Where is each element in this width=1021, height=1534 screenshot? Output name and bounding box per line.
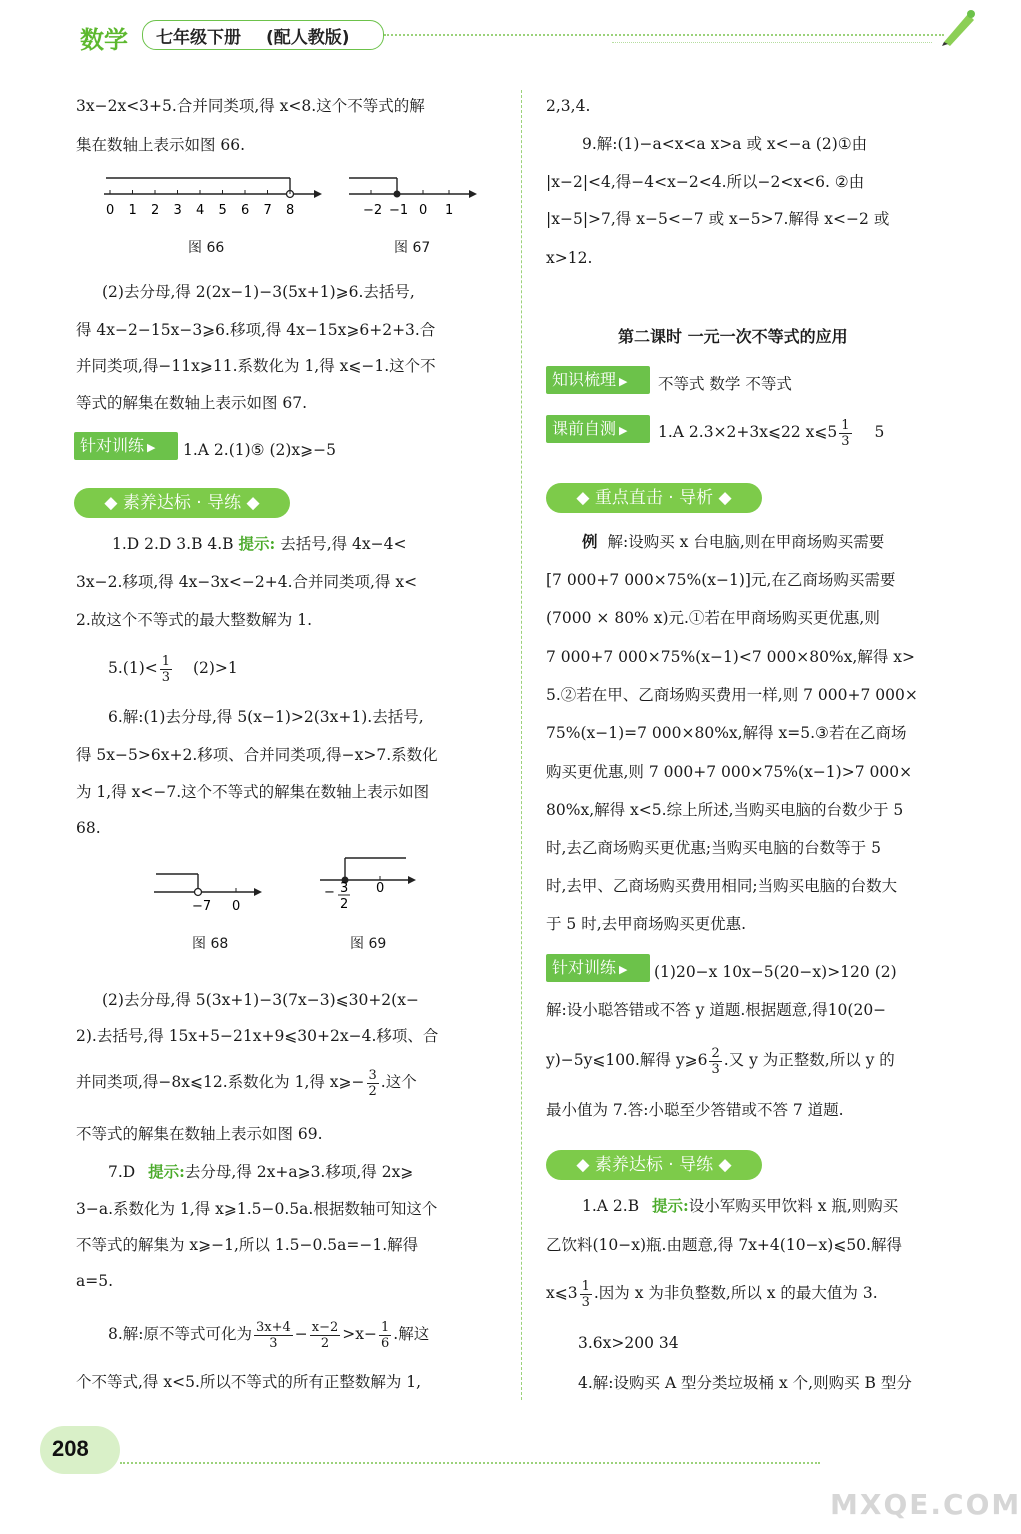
tag-pretest: 课前自测 ▶ <box>546 415 650 443</box>
page-number: 208 <box>52 1436 89 1461</box>
fraction: $\frac{3}{2}$ <box>368 1067 377 1099</box>
subject-title: 数学 <box>80 26 128 54</box>
text-line <box>76 1064 417 1100</box>
text-line: 5.②若在甲、乙商场购买费用一样,则 7 000+7 000× <box>546 686 918 704</box>
text-segment: .解这 <box>393 1325 430 1343</box>
fraction: $\frac{3x+4}{3}$ <box>256 1319 291 1351</box>
tick-label: 5 <box>218 203 227 218</box>
tick-label: 0 <box>106 203 115 218</box>
text-line: 4.解:设购买 A 型分类垃圾桶 x 个,则购买 B 型分 <box>578 1374 912 1392</box>
answers-1-4: 1.D 2.D 3.B 4.B <box>112 535 234 553</box>
text-line: 3x−2x<3+5.合并同类项,得 x<8.这个不等式的解 <box>76 97 425 115</box>
tick-label: 1 <box>445 203 454 218</box>
tick-label: 1 <box>128 203 137 218</box>
text-line: 时,去甲、乙商场购买费用相同;当购买电脑的台数大 <box>546 877 898 895</box>
tag-practice: 针对训练 ▶ <box>74 432 178 460</box>
text-line: 80%x,解得 x<5.综上所述,当购买电脑的台数少于 5 <box>546 801 904 819</box>
tip-text: 设小军购买甲饮料 x 瓶,则购买 <box>688 1197 899 1215</box>
tag-knowledge: 知识梳理 ▶ <box>546 366 650 394</box>
text-segment: .又 y 为正整数,所以 y 的 <box>723 1051 895 1069</box>
tick-label: 3 <box>173 203 182 218</box>
text-segment: 解:设购买 x 台电脑,则在甲商场购买需要 <box>607 533 885 551</box>
text-line: 个不等式,得 x<5.所以不等式的所有正整数解为 1, <box>76 1373 422 1391</box>
number-line-fig67 <box>345 168 485 220</box>
text-line: 7 000+7 000×75%(x−1)<7 000×80%x,解得 x> <box>546 648 915 666</box>
tip-label: 提示: <box>238 534 276 553</box>
text-line: |x−2|<4,得−4<x−2<4.所以−2<x<6. ②由 <box>546 173 865 191</box>
text-segment: 8.解:原不等式可化为 <box>108 1325 253 1343</box>
text-line: 解:设小聪答错或不答 y 道题.根据题意,得10(20− <box>546 1001 887 1019</box>
tick-label: 8 <box>286 203 295 218</box>
tick-label: −7 <box>192 899 212 914</box>
text-line: 2.故这个不等式的最大整数解为 1. <box>76 611 313 629</box>
text-line: a=5. <box>76 1272 114 1290</box>
grade-label: 七年级下册 <box>156 28 241 48</box>
fraction: $\frac{1}{3}$ <box>841 417 850 449</box>
q5 <box>108 650 238 686</box>
tick-label: 0 <box>232 899 241 914</box>
tick-label: −2 <box>363 203 383 218</box>
text-line: 2).去括号,得 15x+5−21x+9⩽30+2x−4.移项、合 <box>76 1027 439 1045</box>
text-line: [7 000+7 000×75%(x−1)]元,在乙商场购买需要 <box>546 571 896 589</box>
text-segment: 5 <box>874 423 885 441</box>
pretest-answers <box>658 414 884 450</box>
text-line: 集在数轴上表示如图 66. <box>76 136 246 154</box>
text-line: (1)20−x 10x−5(20−x)>120 (2) <box>654 963 897 981</box>
tip-text: 去分母,得 2x+a⩾3.移项,得 2x⩾ <box>184 1163 414 1181</box>
tick-label: 0 <box>376 881 385 896</box>
q5-part1: 5.(1)< <box>108 659 158 677</box>
watermark: MXQE.COM <box>830 1488 1021 1521</box>
text-line: 不等式的解集在数轴上表示如图 69. <box>76 1125 323 1143</box>
q5-part2: (2)>1 <box>192 659 238 677</box>
text-line <box>546 1275 878 1311</box>
fraction: $\frac{1}{3}$ <box>581 1278 590 1310</box>
text-line: 6.解:(1)去分母,得 5(x−1)>2(3x+1).去括号, <box>108 708 424 726</box>
tick-label: −1 <box>389 203 409 218</box>
text-segment: .这个 <box>380 1073 417 1091</box>
text-line: 不等式的解集为 x⩾−1,所以 1.5−0.5a=−1.解得 <box>76 1236 419 1254</box>
tick-label: 6 <box>241 203 250 218</box>
fraction: $\frac{x-2}{2}$ <box>311 1319 339 1351</box>
text-line: 购买更优惠,则 7 000+7 000×75%(x−1)>7 000× <box>546 763 913 781</box>
text-segment: >x− <box>342 1325 378 1343</box>
text-line: 2,3,4. <box>546 97 591 115</box>
fig68-caption: 图 68 <box>192 936 229 952</box>
tip-text: 去括号,得 4x−4< <box>280 535 407 553</box>
practice-answers: 1.A 2.(1)⑤ (2)x⩾−5 <box>183 441 337 459</box>
text-line: 最小值为 7.答:小聪至少答错或不答 7 道题. <box>546 1101 844 1119</box>
header-rule-2 <box>612 42 932 43</box>
text-line: 得 5x−5>6x+2.移项、合并同类项,得−x>7.系数化 <box>76 746 438 764</box>
q8 <box>108 1314 429 1354</box>
band-focus: ◆ 重点直击 · 导析 ◆ <box>546 483 762 513</box>
text-line: 68. <box>76 819 101 837</box>
text-segment: − <box>294 1325 308 1343</box>
text-line <box>582 532 884 552</box>
text-line: 3−a.系数化为 1,得 x⩾1.5−0.5a.根据数轴可知这个 <box>76 1200 438 1218</box>
text-line: 并同类项,得−11x⩾11.系数化为 1,得 x⩽−1.这个不 <box>76 357 436 375</box>
tick-label: 0 <box>419 203 428 218</box>
fig66-caption: 图 66 <box>188 240 225 256</box>
pen-icon <box>938 4 978 46</box>
answers: 1.A 2.B <box>582 1197 640 1215</box>
fig67-caption: 图 67 <box>394 240 431 256</box>
number-line-fig68 <box>150 862 270 914</box>
svg-text:−: − <box>324 885 335 900</box>
band-literacy: ◆ 素养达标 · 导练 ◆ <box>74 488 290 518</box>
text-line: (2)去分母,得 5(3x+1)−3(7x−3)⩽30+2(x− <box>102 991 419 1009</box>
example-label: 例 <box>582 532 598 551</box>
tip-label: 提示: <box>148 1162 185 1181</box>
tick-label: 2 <box>340 897 349 912</box>
fraction: $\frac{2}{3}$ <box>711 1045 720 1077</box>
text-line: |x−5|>7,得 x−5<−7 或 x−5>7.解得 x<−2 或 <box>546 210 890 228</box>
tip-label: 提示: <box>652 1196 689 1215</box>
text-line: 为 1,得 x<−7.这个不等式的解集在数轴上表示如图 <box>76 783 430 801</box>
section-title: 第二课时 一元一次不等式的应用 <box>618 327 848 346</box>
q7-answer: 7.D <box>108 1163 136 1181</box>
text-segment: y)−5y⩽100.解得 y⩾6 <box>546 1051 708 1069</box>
text-line: 75%(x−1)=7 000×80%x,解得 x=5.③若在乙商场 <box>546 724 907 742</box>
text-line: (7000 × 80% x)元.①若在甲商场购买更优惠,则 <box>546 609 880 627</box>
tick-label: 2 <box>151 203 160 218</box>
text-line: 时,去乙商场购买更优惠;当购买电脑的台数等于 5 <box>546 839 881 857</box>
text-line: 9.解:(1)−a<x<a x>a 或 x<−a (2)①由 <box>582 135 868 153</box>
text-line: 等式的解集在数轴上表示如图 67. <box>76 394 308 412</box>
text-line <box>112 534 406 554</box>
header-rule <box>384 34 944 36</box>
text-line: (2)去分母,得 2(2x−1)−3(5x+1)⩾6.去括号, <box>102 283 415 301</box>
fraction: $\frac{1}{3}$ <box>161 653 171 685</box>
text-segment: x⩽3 <box>546 1284 578 1302</box>
text-line: 于 5 时,去甲商场购买更优惠. <box>546 915 747 933</box>
text-segment: .因为 x 为非负整数,所以 x 的最大值为 3. <box>593 1284 878 1302</box>
number-line-fig69 <box>318 850 418 916</box>
text-line <box>582 1196 898 1216</box>
text-line <box>546 1042 895 1078</box>
text-line: 3x−2.移项,得 4x−3x<−2+4.合并同类项,得 x< <box>76 573 418 591</box>
tag-practice-2: 针对训练 ▶ <box>546 954 650 982</box>
tick-label: 4 <box>196 203 205 218</box>
tick-label: 3 <box>340 881 349 896</box>
text-line <box>108 1162 413 1182</box>
text-line: 得 4x−2−15x−3⩾6.移项,得 4x−15x⩾6+2+3.合 <box>76 321 436 339</box>
footer-rule <box>120 1462 820 1464</box>
column-divider <box>521 90 522 1400</box>
fraction: $\frac{1}{6}$ <box>381 1319 390 1351</box>
edition-label: (配人教版) <box>266 28 350 48</box>
tick-label: 7 <box>263 203 272 218</box>
text-line: 乙饮料(10−x)瓶.由题意,得 7x+4(10−x)⩽50.解得 <box>546 1236 902 1254</box>
text-line: 3.6x>200 34 <box>578 1334 679 1352</box>
text-segment: 1.A 2.3×2+3x⩽22 x⩽5 <box>658 423 838 441</box>
text-segment: 并同类项,得−8x⩽12.系数化为 1,得 x⩾− <box>76 1073 365 1091</box>
knowledge-answers: 不等式 数学 不等式 <box>658 375 792 393</box>
number-line-fig66 <box>100 168 320 220</box>
text-line: x>12. <box>546 249 593 267</box>
fig69-caption: 图 69 <box>350 936 387 952</box>
band-literacy-2: ◆ 素养达标 · 导练 ◆ <box>546 1150 762 1180</box>
